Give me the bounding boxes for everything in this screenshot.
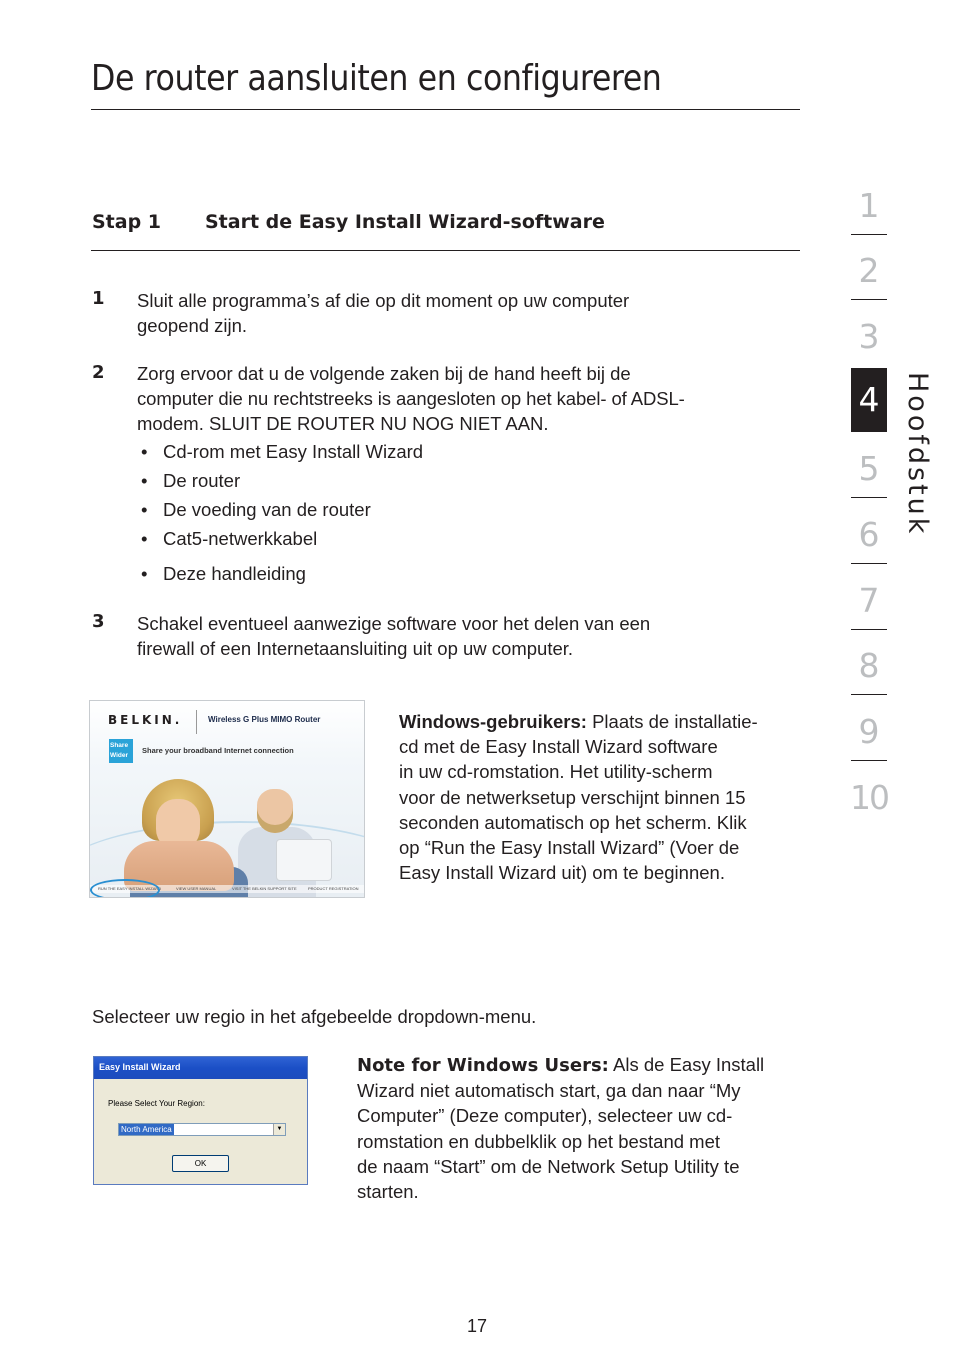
chevron-down-icon[interactable]: ▼ — [273, 1124, 285, 1135]
chapter-10[interactable]: 10 — [850, 778, 888, 817]
menu-registration[interactable]: PRODUCT REGISTRATION — [308, 886, 359, 891]
list-item: • De voeding van de router — [141, 499, 371, 520]
chapter-9[interactable]: 9 — [858, 712, 880, 751]
page-number: 17 — [466, 1316, 488, 1336]
logo-divider — [196, 710, 197, 734]
chapter-divider — [851, 629, 887, 630]
item-text: Zorg ervoor dat u de volgende zaken bij de hand heeft bij de computer die nu rechtstreeks is aangesloten op het kabel- of ADSL- modem. SLUIT DE ROUTER NU NOG NIET AAN. — [137, 363, 685, 434]
step-title: Start de Easy Install Wizard-software — [205, 211, 605, 233]
windows-users-text: Windows-gebruikers: Plaats de installatie- cd met de Easy Install Wizard software in uw cd-romstation. Het utility-scherm voor de netwerksetup verschijnt binnen 15 seconden automatisch op het scherm. Klik op “Run the Easy Install Wizard” (Voer de Easy Install Wizard uit) om te beginnen. — [399, 711, 758, 884]
list-item: • Deze handleiding — [141, 563, 306, 584]
chapter-2[interactable]: 2 — [858, 251, 880, 290]
share-wider-badge: Share Wider — [109, 739, 133, 763]
list-item: • De router — [141, 470, 241, 491]
chapter-1[interactable]: 1 — [858, 186, 880, 225]
tagline: Share your broadband Internet connection — [142, 746, 294, 755]
menu-run-wizard[interactable]: RUN THE EASY INSTALL WIZARD — [98, 886, 162, 891]
setup-screen-image — [89, 700, 365, 898]
chapter-7[interactable]: 7 — [858, 581, 880, 620]
region-label: Please Select Your Region: — [108, 1099, 205, 1108]
chapter-8[interactable]: 8 — [858, 646, 880, 685]
item-number: 3 — [92, 611, 105, 632]
chapter-divider — [851, 760, 887, 761]
chapter-divider — [851, 299, 887, 300]
belkin-logo: BELKIN. — [108, 713, 183, 727]
region-instruction: Selecteer uw regio in het afgebeelde dropdown-menu. — [92, 1006, 537, 1027]
chapter-divider — [851, 694, 887, 695]
chapter-4-active[interactable]: 4 — [851, 368, 887, 432]
chapter-5[interactable]: 5 — [858, 449, 880, 488]
ok-button[interactable]: OK — [172, 1155, 229, 1172]
chapter-divider — [851, 497, 887, 498]
highlight-circle — [90, 879, 160, 898]
chapter-6[interactable]: 6 — [858, 515, 880, 554]
item-text: Sluit alle programma’s af die op dit moment op uw computer geopend zijn. — [137, 290, 630, 336]
laptop-icon — [276, 839, 332, 881]
header-rule — [91, 109, 800, 110]
list-item: • Cd-rom met Easy Install Wizard — [141, 441, 424, 462]
menu-user-manual[interactable]: VIEW USER MANUAL — [176, 886, 217, 891]
chapter-divider — [851, 563, 887, 564]
product-name: Wireless G Plus MIMO Router — [208, 715, 321, 724]
menu-support-site[interactable]: VISIT THE BELKIN SUPPORT SITE — [232, 886, 297, 891]
man-head — [257, 789, 293, 833]
dialog-title: Easy Install Wizard — [99, 1062, 181, 1072]
chapter-3[interactable]: 3 — [858, 317, 880, 356]
item-text: Schakel eventueel aanwezige software voor het delen van een firewall of een Internetaansluiting uit op uw computer. — [137, 613, 651, 659]
item-number: 1 — [92, 288, 105, 309]
page-title: De router aansluiten en configureren — [91, 58, 662, 99]
list-item: • Cat5-netwerkkabel — [141, 528, 318, 549]
wizard-dialog-image — [93, 1056, 308, 1185]
item-number: 2 — [92, 362, 105, 383]
step-rule — [91, 250, 800, 251]
step-label: Stap 1 — [92, 211, 162, 233]
note-text: Note for Windows Users: Als de Easy Install Wizard niet automatisch start, ga dan naar “My Computer” (Deze computer), selecteer uw cd- romstation en dubbelklik op het bestand met de naam “Start” om de Network Setup Utility te starten. — [357, 1054, 765, 1203]
chapter-label: Hoofdstuk — [902, 372, 933, 537]
chapter-divider — [851, 234, 887, 235]
region-select-value: North America — [121, 1125, 172, 1134]
